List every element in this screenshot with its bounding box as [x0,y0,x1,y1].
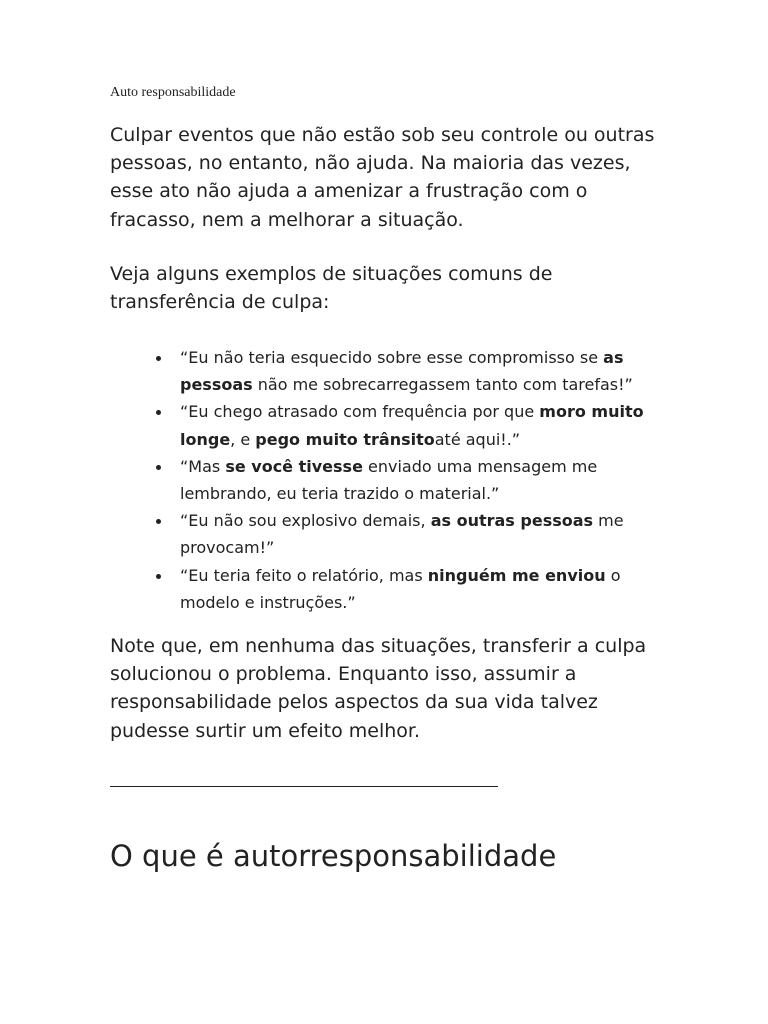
horizontal-divider [110,786,498,787]
list-item-text [180,402,644,448]
text-run: até aqui!.” [434,429,521,449]
text-run: “Eu não sou explosivo demais, [180,511,431,531]
bullet-icon [156,356,161,361]
list-item [110,507,655,561]
section-heading: O que é autorresponsabilidade [110,839,557,873]
text-run: “Eu não teria esquecido sobre esse compromisso se [180,348,604,367]
list-item-text [180,348,633,394]
emphasized-text: pego muito trânsito [255,429,435,449]
paragraph-conclusion: Note que, em nenhuma das situações, transferir a culpa solucionou o problema. Enquanto isso, assumir a responsabilidade pelos aspectos da sua vida talvez pudesse surtir um efeito melhor. [110,635,647,742]
bullet-icon [156,574,161,579]
emphasized-text: moro muito longe [180,402,644,449]
text-run: me provocam!” [180,511,624,558]
text-run: não me sobrecarregassem tanto com tarefas!” [252,375,633,395]
examples-list [110,344,655,616]
text-run: “Eu teria feito o relatório, mas [180,565,428,585]
running-header: Auto responsabilidade [110,85,236,100]
paragraph-blame-intro: Culpar eventos que não estão sob seu controle ou outras pessoas, no entanto, não ajuda. Na maioria das vezes, esse ato não ajuda a amenizar a frustração com o fracasso, nem a melhorar a situação. [110,124,655,231]
list-item [110,398,655,452]
bullet-icon [156,519,161,524]
emphasized-text: as outras pessoas [430,511,594,531]
emphasized-text: se você tivesse [225,456,363,476]
list-item [110,453,655,507]
text-run: enviado uma mensagem me lembrando, eu teria trazido o material.” [180,456,598,504]
list-item-text [180,457,597,503]
list-item [110,344,655,398]
bullet-icon [156,410,161,415]
text-run: “Eu chego atrasado com frequência por que [180,402,540,422]
list-item [110,562,655,616]
bullet-icon [156,465,161,470]
text-run: “Mas [180,456,226,476]
text-run: o modelo e instruções.” [180,565,621,612]
paragraph-examples-intro: Veja alguns exemplos de situações comuns de transferência de culpa: [110,263,553,314]
emphasized-text: ninguém me enviou [427,565,606,585]
list-item-text [180,511,624,557]
list-item-text [180,566,621,612]
emphasized-text: as pessoas [180,348,624,395]
text-run: , e [230,429,256,449]
